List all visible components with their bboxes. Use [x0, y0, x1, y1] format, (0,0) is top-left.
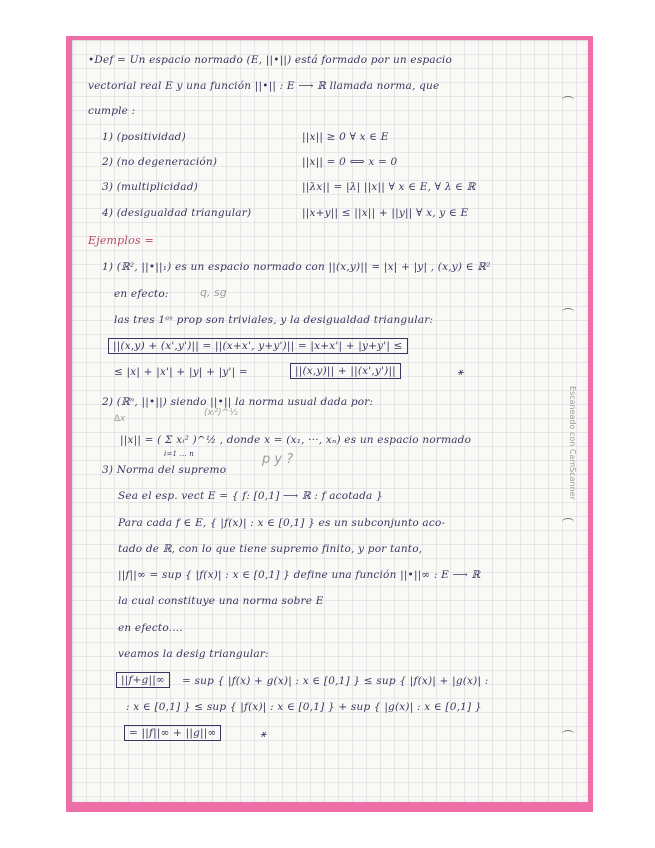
example-3-title: 3) Norma del supremo	[102, 464, 227, 476]
example-3-line-5: la cual constituye una norma sobre E	[118, 595, 324, 607]
example-1-boxed-result: ||(x,y)|| + ||(x',y')||	[290, 363, 401, 379]
example-3-line-9: : x ∈ [0,1] } ≤ sup { |f(x)| : x ∈ [0,1] } + sup { |g(x)| : x ∈ [0,1] }	[126, 701, 482, 713]
example-3-end-mark: ⚹	[260, 728, 267, 740]
definition-line-1: •Def = Un espacio normado (E, ||•||) está formado por un espacio	[88, 54, 452, 66]
example-3-line-3: tado de ℝ, con lo que tiene supremo finito, y por tanto,	[118, 543, 423, 555]
definition-line-3: cumple :	[88, 105, 136, 117]
example-1-line-2: en efecto:	[114, 288, 169, 300]
property-2-formula: ||x|| = 0 ⟺ x = 0	[302, 156, 398, 168]
example-1-line-5: ≤ |x| + |x'| + |y| + |y'| =	[114, 366, 248, 378]
example-1-end-mark: ⚹	[457, 366, 464, 378]
example-3-boxed-result: = ||f||∞ + ||g||∞	[124, 725, 221, 741]
property-4-formula: ||x+y|| ≤ ||x|| + ||y|| ∀ x, y ∈ E	[302, 207, 469, 219]
example-3-line-4: ||f||∞ = sup { |f(x)| : x ∈ [0,1] } define una función ||•||∞ : E ⟶ ℝ	[118, 569, 481, 581]
pencil-note-4: (xᵢ²)^½	[204, 408, 238, 418]
binder-hole-mark	[562, 308, 574, 316]
example-1-line-3: las tres 1ᵃˢ prop son triviales, y la desigualdad triangular:	[114, 314, 434, 326]
example-3-line-6: en efecto....	[118, 622, 183, 634]
property-3-formula: ||λx|| = |λ| ||x|| ∀ x ∈ E, ∀ λ ∈ ℝ	[302, 181, 476, 193]
example-3-line-7: veamos la desig triangular:	[118, 648, 269, 660]
examples-heading: Ejemplos =	[88, 234, 154, 247]
pencil-note-2: p y ?	[262, 452, 294, 467]
example-1-line-1: 1) (ℝ², ||•||₁) es un espacio normado con ||(x,y)|| = |x| + |y| , (x,y) ∈ ℝ²	[102, 261, 491, 273]
binder-hole-mark	[562, 518, 574, 526]
scanner-watermark: Escaneado con CamScanner	[568, 386, 577, 500]
binder-hole-mark	[562, 96, 574, 104]
definition-line-2: vectorial real E y una función ||•|| : E ⟶ ℝ llamada norma, que	[88, 80, 440, 92]
property-3-label: 3) (multiplicidad)	[102, 181, 198, 193]
property-1-label: 1) (positividad)	[102, 131, 186, 143]
example-3-line-8: = sup { |f(x) + g(x)| : x ∈ [0,1] } ≤ sup { |f(x)| + |g(x)| :	[182, 675, 489, 687]
property-4-label: 4) (desigualdad triangular)	[102, 207, 252, 219]
example-3-line-1: Sea el esp. vect E = { f: [0,1] ⟶ ℝ : f acotada }	[118, 490, 383, 502]
pencil-note-1: q, sg	[200, 286, 227, 299]
example-2-formula: ||x|| = ( Σ xᵢ² )^½ , donde x = (x₁, ···, xₙ) es un espacio normado	[120, 434, 472, 446]
property-2-label: 2) (no degeneración)	[102, 156, 218, 168]
binder-hole-mark	[562, 730, 574, 738]
example-3-boxed-norm: ||f+g||∞	[116, 672, 170, 688]
example-2-sum-range: i=1 … n	[164, 450, 194, 458]
example-2-line-1: 2) (ℝⁿ, ||•||) siendo ||•|| la norma usual dada por:	[102, 396, 374, 408]
example-1-boxed-equation: ||(x,y) + (x',y')|| = ||(x+x', y+y')|| = |x+x'| + |y+y'| ≤	[108, 338, 408, 354]
example-3-line-2: Para cada f ∈ E, { |f(x)| : x ∈ [0,1] } es un subconjunto aco-	[118, 517, 446, 529]
pencil-note-3: ∆x	[114, 414, 126, 424]
notebook-page	[72, 40, 588, 802]
property-1-formula: ||x|| ≥ 0 ∀ x ∈ E	[302, 131, 389, 143]
